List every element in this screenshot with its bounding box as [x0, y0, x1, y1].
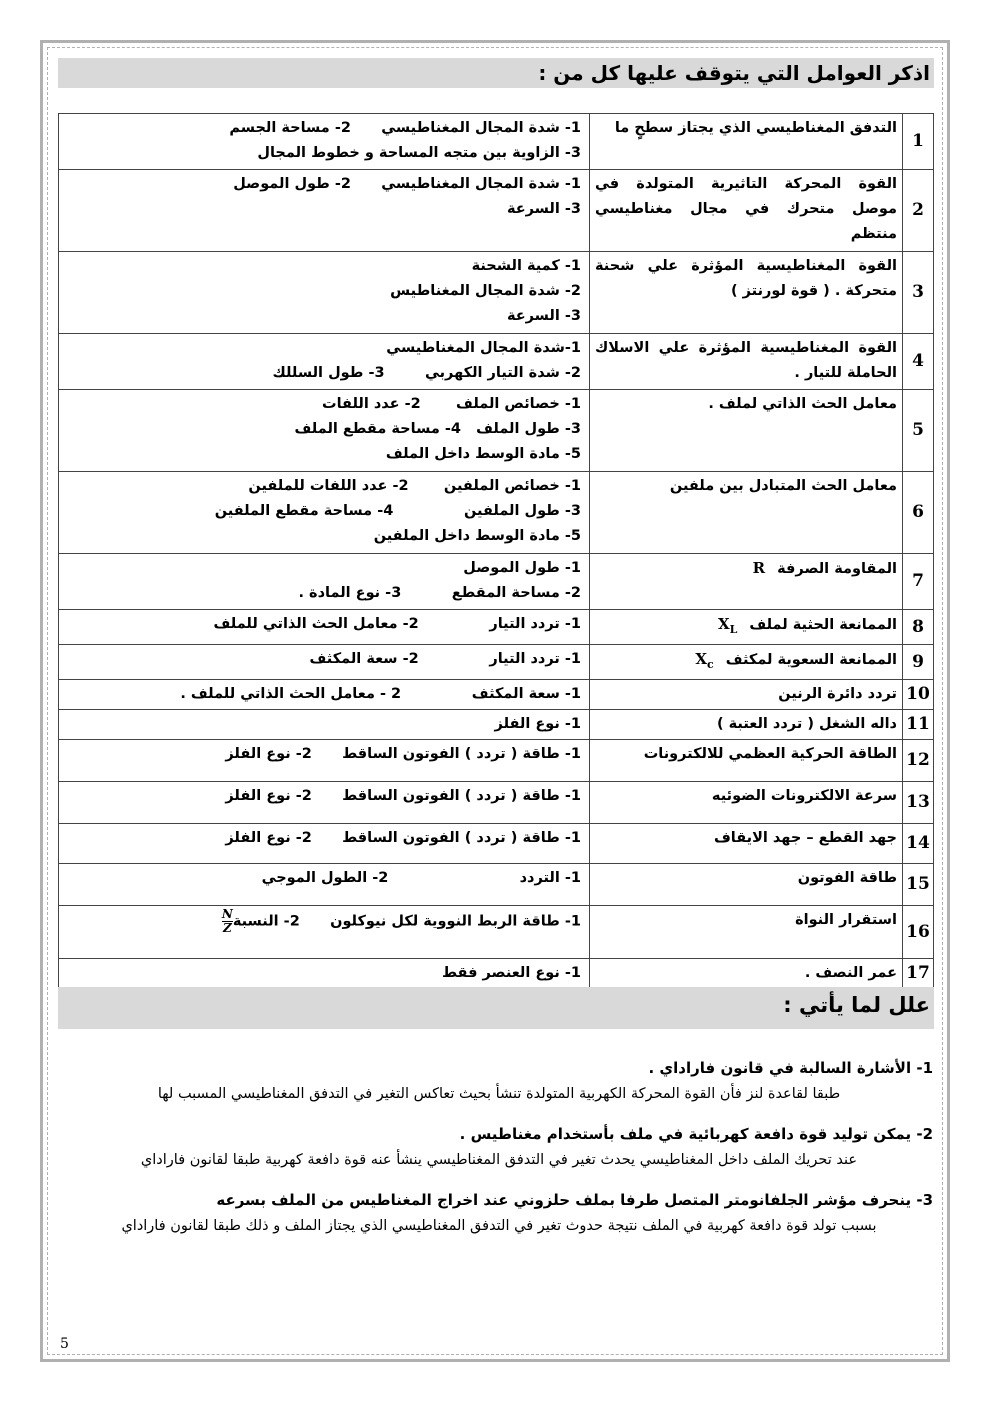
symbol-base: X	[717, 615, 730, 633]
row-number: 13	[903, 782, 934, 824]
reason-item	[65, 1055, 933, 1107]
table-row	[59, 680, 934, 710]
quantity-text: التدفق المغناطيسي الذي يجتاز سطحٍ ما	[614, 120, 897, 136]
row-number: 17	[903, 959, 934, 989]
quantity-text: المقاومة الصرفة	[777, 561, 897, 577]
factor-text: 2- مساحة المقطع 3- نوع المادة .	[298, 585, 581, 601]
factor-line	[64, 499, 581, 524]
reason-answer: عند تحريك الملف داخل المغناطيسي يحدث تغير في التدفق المغناطيسي ينشأ عنه قوة دافعة كهربية طبقا لقانون فاراداي	[140, 1152, 858, 1168]
row-number: 2	[903, 170, 934, 252]
factors-cell	[59, 610, 590, 645]
factor-line	[64, 116, 581, 141]
factor-line	[64, 336, 581, 361]
quantity-symbol	[695, 650, 714, 671]
factor-line	[64, 908, 581, 935]
factor-text: 1- شدة المجال المغناطيسي 2- طول الموصل	[233, 176, 581, 192]
row-number: 12	[903, 740, 934, 782]
quantity-text: القوة المغناطيسية المؤثرة علي شحنة متحركة . ( قوة لورنتز )	[595, 258, 897, 299]
row-number: 6	[903, 472, 934, 554]
factor-text: 1- نوع العنصر فقط	[442, 965, 581, 981]
factors-cell	[59, 390, 590, 472]
quantity-cell	[590, 610, 903, 645]
row-number: 7	[903, 554, 934, 610]
factors-cell	[59, 740, 590, 782]
factor-text: 1- طاقة الربط النووية لكل نيوكلون 2- النسبة	[232, 913, 581, 930]
table-row	[59, 554, 934, 610]
table-row	[59, 252, 934, 334]
factor-line	[64, 304, 581, 329]
quantity-text: القوة المغناطيسية المؤثرة علي الاسلاك الحاملة للتيار .	[595, 340, 897, 381]
quantity-cell	[590, 959, 903, 989]
factor-line	[64, 581, 581, 606]
factor-line	[64, 279, 581, 304]
quantity-cell	[590, 782, 903, 824]
quantity-text: الممانعة الحثية لملف	[749, 617, 897, 633]
factors-cell	[59, 824, 590, 864]
quantity-text: تردد دائرة الرنين	[778, 686, 897, 702]
table-row	[59, 824, 934, 864]
row-number: 10	[903, 680, 934, 710]
quantity-cell	[590, 824, 903, 864]
factor-text: 3- طول الملف 4- مساحة مقطع الملف	[294, 421, 581, 437]
factor-line	[64, 826, 581, 851]
factor-line	[64, 417, 581, 442]
table-row	[59, 740, 934, 782]
factor-text: 5- مادة الوسط داخل الملفين	[373, 528, 581, 544]
factor-line	[64, 474, 581, 499]
quantity-text: الممانعة السعوية لمكثف	[725, 652, 897, 668]
quantity-cell	[590, 170, 903, 252]
factor-text: 1- تردد التيار 2- سعة المكثف	[309, 651, 581, 667]
factors-cell	[59, 680, 590, 710]
factor-text: 5- مادة الوسط داخل الملف	[385, 446, 581, 462]
factor-line	[64, 682, 581, 707]
table-row	[59, 782, 934, 824]
table-row	[59, 472, 934, 554]
quantity-text: الطاقة الحركية العظمي للالكترونات	[643, 746, 897, 762]
quantity-symbol: R	[752, 559, 766, 577]
quantity-cell	[590, 334, 903, 390]
factor-text: 3- الزاوية بين متجه المساحة و خطوط المجال	[257, 145, 581, 161]
factor-text: 1- كمية الشحنة	[471, 258, 581, 274]
factors-cell	[59, 906, 590, 959]
quantity-cell	[590, 252, 903, 334]
section-title-factors: اذكر العوامل التي يتوقف عليها كل من :	[58, 58, 934, 88]
factor-text: 2- شدة المجال المغناطيس	[390, 283, 581, 299]
factor-line	[64, 647, 581, 672]
fraction-numerator: N	[221, 907, 233, 921]
reason-answer: بسبب تولد قوة دافعة كهربية في الملف نتيجة حدوث تغير في التدفق المغناطيسي الذي يجتاز الملف و ذلك طبقا لقانون فاراداي	[121, 1218, 877, 1234]
row-number: 1	[903, 114, 934, 170]
row-number: 8	[903, 610, 934, 645]
factor-line	[64, 524, 581, 549]
factor-text: 1- خصائص الملفين 2- عدد اللفات للملفين	[248, 478, 581, 494]
factor-line	[64, 442, 581, 467]
factor-line	[64, 392, 581, 417]
row-number: 16	[903, 906, 934, 959]
factor-line	[64, 197, 581, 222]
quantity-text: طاقة الفوتون	[797, 870, 897, 886]
factors-cell	[59, 334, 590, 390]
factor-line	[64, 742, 581, 767]
reasons-list	[65, 1055, 933, 1253]
factor-text: 1- طاقة ( تردد ) الفوتون الساقط 2- نوع الفلز	[225, 830, 581, 846]
factor-line	[64, 361, 581, 386]
row-number: 15	[903, 864, 934, 906]
row-number: 9	[903, 645, 934, 680]
symbol-subscript: c	[707, 658, 714, 671]
factor-text: 1- طول الموصل	[463, 560, 581, 576]
symbol-base: X	[695, 650, 707, 668]
quantity-text: معامل الحث المتبادل بين ملفين	[669, 478, 897, 494]
factor-text: 1- التردد 2- الطول الموجي	[261, 870, 581, 886]
factors-cell	[59, 959, 590, 989]
factor-line	[64, 556, 581, 581]
factors-cell	[59, 170, 590, 252]
factors-cell	[59, 252, 590, 334]
factors-cell	[59, 554, 590, 610]
factor-line	[64, 712, 581, 737]
table-row	[59, 390, 934, 472]
factor-text: 3- السرعة	[506, 201, 581, 217]
factor-text: 1-شدة المجال المغناطيسي	[386, 340, 581, 356]
factors-cell	[59, 710, 590, 740]
factors-table	[58, 113, 934, 989]
factor-text: 2- شدة التيار الكهربي 3- طول السللك	[272, 365, 581, 381]
factor-text: 1- طاقة ( تردد ) الفوتون الساقط 2- نوع الفلز	[225, 746, 581, 762]
table-row	[59, 864, 934, 906]
quantity-cell	[590, 390, 903, 472]
quantity-text: القوة المحركة التاثيرية المتولدة في موصل متحرك في مجال مغناطيسي منتظم	[595, 176, 897, 242]
quantity-cell	[590, 114, 903, 170]
reason-question: 2- يمكن توليد قوة دافعة كهربائية في ملف بأستخدام مغناطيس .	[459, 1125, 933, 1143]
factor-line	[64, 254, 581, 279]
fraction-denominator: Z	[222, 921, 232, 935]
table-row	[59, 906, 934, 959]
factor-line	[64, 172, 581, 197]
factors-cell	[59, 472, 590, 554]
factor-line	[64, 612, 581, 637]
factor-text: 1- سعة المكثف 2 - معامل الحث الذاتي للملف .	[180, 686, 581, 702]
reason-item	[65, 1121, 933, 1173]
factors-cell	[59, 782, 590, 824]
page-number: 5	[60, 1336, 69, 1352]
factor-text: 1- نوع الفلز	[494, 716, 581, 732]
factor-line	[64, 961, 581, 986]
factor-line	[64, 866, 581, 891]
row-number: 4	[903, 334, 934, 390]
quantity-text: عمر النصف .	[804, 965, 897, 981]
row-number: 11	[903, 710, 934, 740]
factors-cell	[59, 864, 590, 906]
ratio-fraction	[222, 908, 233, 935]
reason-question: 3- ينحرف مؤشر الجلفانومتر المتصل طرفا بملف حلزوني عند اخراج المغناطيس من الملف بسرعه	[216, 1191, 933, 1209]
table-row	[59, 114, 934, 170]
table-row	[59, 959, 934, 989]
table-row	[59, 645, 934, 680]
factors-cell	[59, 114, 590, 170]
factor-text: 1- طاقة ( تردد ) الفوتون الساقط 2- نوع الفلز	[225, 788, 581, 804]
reason-item	[65, 1187, 933, 1239]
reason-question: 1- الأشارة السالبة في قانون فاراداي .	[648, 1059, 933, 1077]
factor-text: 1- خصائص الملف 2- عدد اللفات	[322, 396, 581, 412]
table-row	[59, 610, 934, 645]
quantity-cell	[590, 680, 903, 710]
factor-text: 1- شدة المجال المغناطيسي 2- مساحة الجسم	[229, 120, 581, 136]
factor-line	[64, 784, 581, 809]
factor-text: 3- طول الملفين 4- مساحة مقطع الملفين	[214, 503, 581, 519]
quantity-text: سرعة الالكترونات الضوئيه	[711, 788, 897, 804]
quantity-text: معامل الحث الذاتي لملف .	[708, 396, 897, 412]
quantity-cell	[590, 472, 903, 554]
symbol-subscript: L	[729, 623, 738, 636]
quantity-cell	[590, 645, 903, 680]
quantity-text: جهد القطع – جهد الايقاف	[713, 830, 897, 846]
factor-line	[64, 141, 581, 166]
reason-answer: طبقا لقاعدة لنز فأن القوة المحركة الكهربية المتولدة تنشأ بحيث تعاكس التغير في التدفق المغناطيسي المسبب لها	[157, 1086, 841, 1102]
factor-text: 3- السرعة	[506, 308, 581, 324]
table-row	[59, 170, 934, 252]
row-number: 5	[903, 390, 934, 472]
factors-cell	[59, 645, 590, 680]
row-number: 14	[903, 824, 934, 864]
quantity-cell	[590, 906, 903, 959]
row-number: 3	[903, 252, 934, 334]
table-row	[59, 710, 934, 740]
quantity-cell	[590, 710, 903, 740]
quantity-cell	[590, 864, 903, 906]
quantity-symbol	[717, 615, 738, 636]
factor-text: 1- تردد التيار 2- معامل الحث الذاتي للملف	[213, 616, 581, 632]
quantity-cell	[590, 554, 903, 610]
quantity-cell	[590, 740, 903, 782]
table-row	[59, 334, 934, 390]
section-title-reasons: علل لما يأتي :	[58, 987, 934, 1029]
quantity-text: استقرار النواة	[795, 912, 897, 928]
quantity-text: داله الشغل ( تردد العتبة )	[716, 716, 897, 732]
